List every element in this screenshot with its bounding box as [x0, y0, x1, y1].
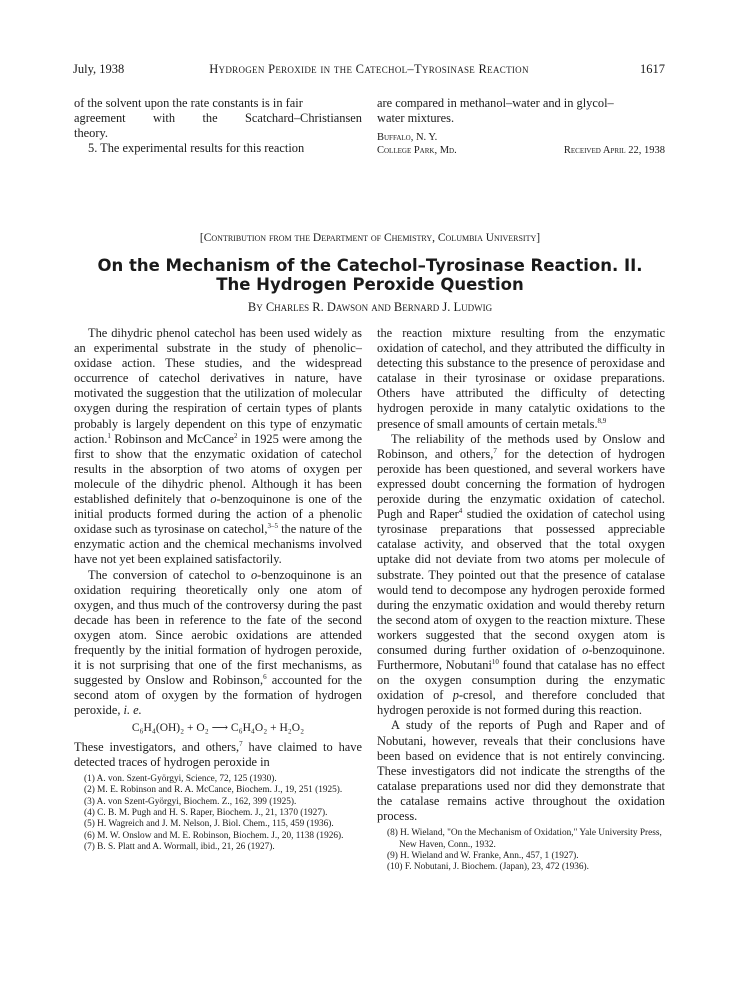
- prev-text-line: 5. The experimental results for this reaction: [88, 141, 305, 156]
- footnote: (1) A. von. Szent-Györgyi, Science, 72, 125 (1930).: [84, 773, 277, 784]
- page-header: [73, 62, 665, 80]
- prev-article-right-column: [377, 96, 665, 157]
- prev-article-left-column: [74, 96, 362, 156]
- issue-date: July, 1938: [73, 62, 125, 76]
- article-title: [74, 256, 666, 294]
- affiliation-block: [377, 131, 665, 157]
- footnote: (7) B. S. Platt and A. Wormall, ibid., 21, 26 (1927).: [84, 842, 275, 853]
- paragraph: These investigators, and others,$^7$ have claimed to have detected traces of hydrogen peroxide in: [74, 739, 362, 769]
- paragraph: The conversion of catechol to o-benzoquinone is an oxidation requiring theoretically only one atom of oxygen, and thus much of the controversy during the past decade has been in reference to the fate of the second oxygen atom. Since aerobic oxidations are attended frequently by the initial formation of hydrogen peroxide, it is not surprising that one of the first mechanisms, as suggested by Onslow and Robinson,$^6$ accounted for the second atom of oxygen by the formation of hydrogen peroxide, i. e.: [74, 567, 362, 718]
- location-line: College Park, Md.: [377, 145, 457, 157]
- title-line: On the Mechanism of the Catechol–Tyrosinase Reaction. II.: [97, 256, 643, 275]
- footnotes: [74, 774, 362, 854]
- left-column: [74, 326, 362, 854]
- author-byline: By Charles R. Dawson and Bernard J. Ludwig: [247, 300, 493, 314]
- chemical-equation: C₆H₄(OH)₂ + O₂ ⟶ C₆H₄O₂ + H₂O₂: [131, 722, 305, 735]
- paragraph: A study of the reports of Pugh and Raper and of Nobutani, however, reveals that their conclusions have been based on evidence that is not entirely convincing. These investigators did not indicate the strengths of the catalase preparations used nor did they demonstrate that the catalase remains active throughout the oxidation process.: [377, 718, 665, 823]
- paragraph: The dihydric phenol catechol has been used widely as an experimental substrate in the study of phenolic–oxidase action. These studies, and the widespread occurrence of catechol derivatives in nature, have motivated the suggestion that the utilization of molecular oxygen during the respiration of certain types of plants probably is largely dependent on this type of enzymatic action.$^1$ Robinson and McCance$^2$ in 1925 were among the first to show that the enzymatic oxidation of catechol results in the absorption of two atoms of oxygen per molecule of the dihydric phenol. Although it has been established definitely that o-benzoquinone is one of the initial products formed during the action of a phenolic oxidase such as tyrosinase on catechol,$^{3-5}$ the nature of the enzymatic action and the chemical mechanisms involved have not yet been explained satisfactorily.: [74, 326, 363, 567]
- right-column: [377, 326, 665, 874]
- prev-text-line: theory.: [74, 126, 108, 141]
- footnote: (2) M. E. Robinson and R. A. McCance, Biochem. J., 19, 251 (1925).: [84, 785, 343, 796]
- footnote: (9) H. Wieland and W. Franke, Ann., 457, 1 (1927).: [387, 850, 579, 861]
- footnote: (8) H. Wieland, "On the Mechanism of Oxidation," Yale University Press, New Haven, Conn., 1932.: [387, 828, 662, 850]
- footnotes: [377, 828, 665, 874]
- title-line: The Hydrogen Peroxide Question: [216, 275, 524, 294]
- location-line: Buffalo, N. Y.: [377, 132, 438, 144]
- footnote: (3) A. von Szent-Györgyi, Biochem. Z., 162, 399 (1925).: [84, 796, 297, 807]
- footnote: (4) C. B. M. Pugh and H. S. Raper, Biochem. J., 21, 1370 (1927).: [84, 807, 328, 818]
- prev-text-line: agreement with the Scatchard–Christiansen: [74, 111, 362, 126]
- footnote: (10) F. Nobutani, J. Biochem. (Japan), 23, 472 (1936).: [387, 862, 589, 873]
- paragraph: The reliability of the methods used by Onslow and Robinson, and others,$^7$ for the detection of hydrogen peroxide has been questioned, and several workers have expressed doubt concerning the formation of hydrogen peroxide during the enzymatic oxidation of catechol. Pugh and Raper$^4$ studied the oxidation of catechol using tyrosinase preparations that possessed appreciable catalase activity, and observed that the total oxygen uptake did not deviate from two atoms per molecule of substrate. They pointed out that the presence of catalase would tend to decompose any hydrogen peroxide formed during the enzymatic oxidation and would thereby return the second atom of oxygen to the reaction mixture. These workers suggested that the second oxygen atom is consumed during further oxidation of o-benzoquinone. Furthermore, Nobutani$^{10}$ found that catalase has no effect on the oxygen consumption during the enzymatic oxidation of p-cresol, and therefore concluded that hydrogen peroxide is not formed during this reaction.: [377, 431, 665, 718]
- footnote: (6) M. W. Onslow and M. E. Robinson, Biochem. J., 20, 1138 (1926).: [84, 830, 344, 841]
- footnote: (5) H. Wagreich and J. M. Nelson, J. Biol. Chem., 115, 459 (1936).: [84, 819, 334, 830]
- running-title: Hydrogen Peroxide in the Catechol–Tyrosinase Reaction: [209, 62, 529, 76]
- paragraph: the reaction mixture resulting from the enzymatic oxidation of catechol, and they attributed the difficulty in detecting this substance to the presence of peroxidase and catalase in their tyrosinase or oxidase preparations. Others have attributed the difficulty of detecting hydrogen peroxide in many catalytic oxidations to the presence of small amounts of certain metals.$^{8,9}$: [377, 326, 665, 431]
- prev-text-line: are compared in methanol–water and in glycol–: [377, 96, 614, 110]
- prev-text-line: water mixtures.: [377, 111, 455, 126]
- page-number: 1617: [640, 62, 665, 76]
- prev-text-line: of the solvent upon the rate constants is in fair: [74, 96, 303, 110]
- contribution-note: [Contribution from the Department of Chemistry, Columbia University]: [199, 232, 541, 244]
- received-date: Received April 22, 1938: [563, 145, 665, 157]
